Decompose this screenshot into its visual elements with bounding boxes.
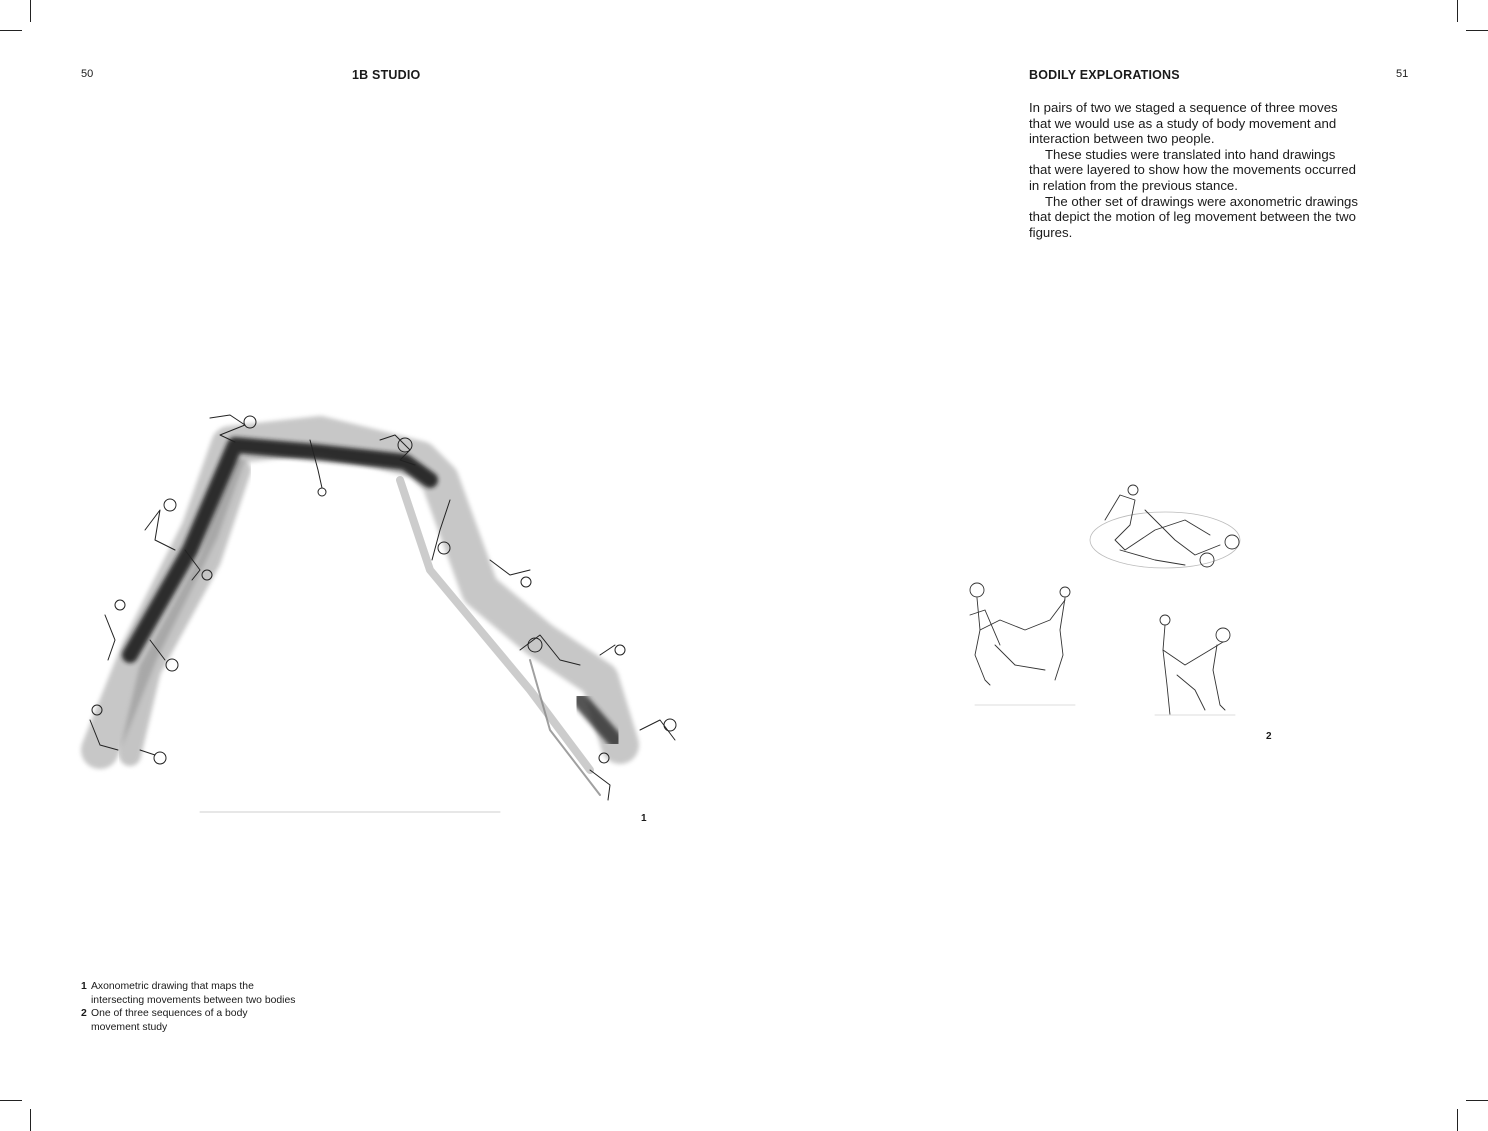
paragraph: In pairs of two we staged a sequence of three moves that we would use as a study of body movement and interaction between two people. bbox=[1029, 100, 1338, 147]
page-number-left: 50 bbox=[81, 68, 94, 80]
caption-1 bbox=[81, 980, 301, 1007]
crop-mark bbox=[1466, 30, 1488, 31]
figure-2-movement-study bbox=[955, 470, 1265, 730]
crop-mark bbox=[1466, 1100, 1488, 1101]
crop-mark bbox=[0, 30, 22, 31]
running-head-right: BODILY EXPLORATIONS bbox=[1029, 68, 1180, 82]
figure-captions bbox=[81, 980, 301, 1034]
crop-mark bbox=[1457, 0, 1458, 22]
crop-mark bbox=[1457, 1109, 1458, 1131]
crop-mark bbox=[30, 0, 31, 22]
paragraph: These studies were translated into hand drawings that were layered to show how the movements occurred in relation from the previous stance. bbox=[1029, 146, 1356, 193]
crop-mark bbox=[30, 1109, 31, 1131]
caption-number: 2 bbox=[81, 1008, 87, 1020]
crop-mark bbox=[0, 1100, 22, 1101]
running-head-left: 1B STUDIO bbox=[352, 68, 421, 82]
paragraph: The other set of drawings were axonometric drawings that depict the motion of leg movement between the two figures. bbox=[1029, 193, 1358, 240]
figure-1-number: 1 bbox=[641, 813, 647, 824]
caption-text: One of three sequences of a body movement study bbox=[91, 1008, 248, 1033]
page-number-right: 51 bbox=[1396, 68, 1409, 80]
caption-text: Axonometric drawing that maps the intersecting movements between two bodies bbox=[91, 981, 296, 1006]
body-text bbox=[1029, 100, 1359, 240]
figure-1-axonometric-drawing bbox=[60, 400, 700, 820]
figure-2-number: 2 bbox=[1266, 731, 1272, 742]
caption-number: 1 bbox=[81, 981, 87, 992]
caption-2 bbox=[81, 1007, 301, 1034]
